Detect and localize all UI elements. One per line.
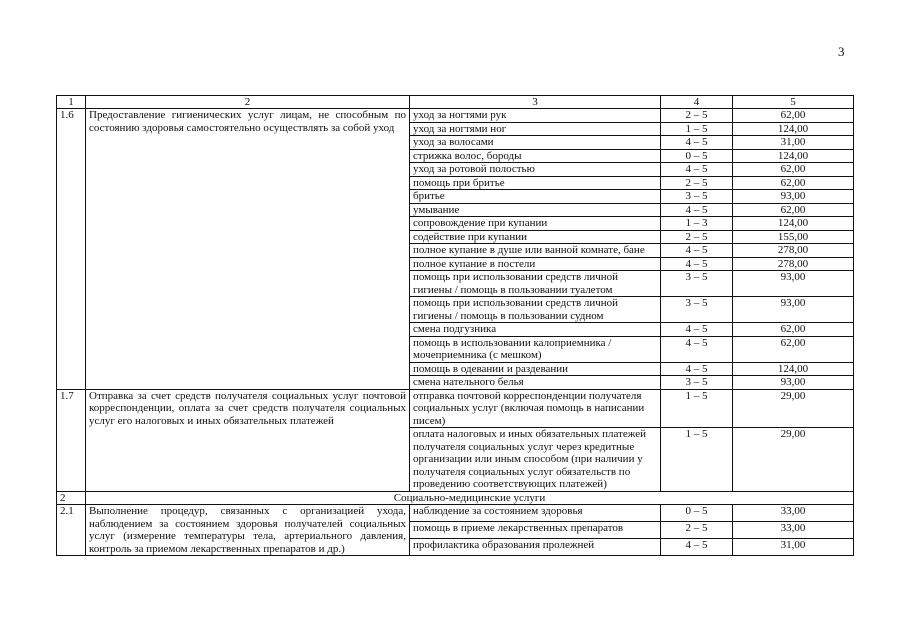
- group-number: 2.1: [57, 505, 86, 556]
- service-range: 3 – 5: [661, 271, 733, 297]
- service-range: 1 – 5: [661, 428, 733, 492]
- service-name: содействие при купании: [410, 230, 661, 244]
- service-range: 2 – 5: [661, 230, 733, 244]
- service-name: помощь при бритье: [410, 176, 661, 190]
- service-range: 1 – 5: [661, 389, 733, 428]
- service-price: 278,00: [733, 257, 854, 271]
- service-name: помощь при использовании средств личной гигиены / помощь в пользовании туалетом: [410, 271, 661, 297]
- section-number: 2: [57, 491, 86, 505]
- group-number: 1.7: [57, 389, 86, 491]
- service-name: помощь в приеме лекарственных препаратов: [410, 522, 661, 539]
- service-price: 33,00: [733, 505, 854, 522]
- service-name: помощь в использовании калоприемника / мочеприемника (с мешком): [410, 336, 661, 362]
- service-name: уход за ногтями рук: [410, 109, 661, 123]
- service-price: 93,00: [733, 271, 854, 297]
- service-price: 29,00: [733, 428, 854, 492]
- service-range: 3 – 5: [661, 297, 733, 323]
- service-range: 4 – 5: [661, 362, 733, 376]
- service-name: бритье: [410, 190, 661, 204]
- service-price: 124,00: [733, 217, 854, 231]
- service-price: 62,00: [733, 163, 854, 177]
- header-row: [57, 96, 854, 109]
- service-range: 0 – 5: [661, 505, 733, 522]
- service-name: отправка почтовой корреспонденции получателя социальных услуг (включая помощь в написании писем): [410, 389, 661, 428]
- service-range: 3 – 5: [661, 376, 733, 390]
- service-range: 2 – 5: [661, 176, 733, 190]
- service-price: 62,00: [733, 109, 854, 123]
- service-price: 62,00: [733, 323, 854, 337]
- service-price: 62,00: [733, 176, 854, 190]
- service-price: 124,00: [733, 149, 854, 163]
- table-row: [57, 389, 854, 428]
- service-range: 2 – 5: [661, 522, 733, 539]
- service-range: 4 – 5: [661, 257, 733, 271]
- service-price: 93,00: [733, 297, 854, 323]
- service-price: 124,00: [733, 122, 854, 136]
- service-name: полное купание в постели: [410, 257, 661, 271]
- service-price: 31,00: [733, 136, 854, 150]
- header-cell: 2: [86, 96, 410, 109]
- table-row: [57, 505, 854, 522]
- service-price: 124,00: [733, 362, 854, 376]
- group-description: Предоставление гигиенических услуг лицам, не способным по состоянию здоровья самостоятельно осуществлять за собой уход: [86, 109, 410, 390]
- service-name: наблюдение за состоянием здоровья: [410, 505, 661, 522]
- header-cell: 4: [661, 96, 733, 109]
- service-price: 278,00: [733, 244, 854, 258]
- service-range: 4 – 5: [661, 163, 733, 177]
- service-range: 4 – 5: [661, 336, 733, 362]
- group-description: Выполнение процедур, связанных с организацией ухода, наблюдением за состоянием здоровья получателей социальных услуг (измерение температуры тела, артериального давления, контроль за приемом лекарственных препаратов и др.): [86, 505, 410, 556]
- group-description: Отправка за счет средств получателя социальных услуг почтовой корреспонденции, оплата за счет средств получателя социальных услуг его налоговых и иных обязательных платежей: [86, 389, 410, 491]
- section-row: [57, 491, 854, 505]
- service-range: 2 – 5: [661, 109, 733, 123]
- header-cell: 3: [410, 96, 661, 109]
- service-name: помощь при использовании средств личной гигиены / помощь в пользовании судном: [410, 297, 661, 323]
- service-range: 1 – 5: [661, 122, 733, 136]
- service-price: 93,00: [733, 376, 854, 390]
- header-cell: 1: [57, 96, 86, 109]
- service-name: уход за волосами: [410, 136, 661, 150]
- service-name: профилактика образования пролежней: [410, 539, 661, 556]
- service-price: 33,00: [733, 522, 854, 539]
- service-range: 3 – 5: [661, 190, 733, 204]
- services-table: [56, 95, 854, 556]
- group-number: 1.6: [57, 109, 86, 390]
- header-cell: 5: [733, 96, 854, 109]
- table-row: [57, 109, 854, 123]
- service-name: уход за ногтями ног: [410, 122, 661, 136]
- service-range: 1 – 3: [661, 217, 733, 231]
- service-name: смена подгузника: [410, 323, 661, 337]
- service-name: стрижка волос, бороды: [410, 149, 661, 163]
- page-number: 3: [838, 44, 845, 59]
- service-name: полное купание в душе или ванной комнате, бане: [410, 244, 661, 258]
- service-price: 62,00: [733, 203, 854, 217]
- service-name: помощь в одевании и раздевании: [410, 362, 661, 376]
- service-range: 4 – 5: [661, 323, 733, 337]
- service-name: оплата налоговых и иных обязательных платежей получателя социальных услуг через кредитные организации или иным способом (при наличии у получателя социальных услуг обязательств по проведению соответствующих платежей): [410, 428, 661, 492]
- service-range: 4 – 5: [661, 244, 733, 258]
- service-price: 62,00: [733, 336, 854, 362]
- service-price: 31,00: [733, 539, 854, 556]
- service-range: 4 – 5: [661, 136, 733, 150]
- service-price: 29,00: [733, 389, 854, 428]
- service-range: 0 – 5: [661, 149, 733, 163]
- service-range: 4 – 5: [661, 203, 733, 217]
- section-title: Социально-медицинские услуги: [86, 491, 854, 505]
- service-name: смена нательного белья: [410, 376, 661, 390]
- service-name: умывание: [410, 203, 661, 217]
- service-price: 155,00: [733, 230, 854, 244]
- service-name: уход за ротовой полостью: [410, 163, 661, 177]
- service-price: 93,00: [733, 190, 854, 204]
- service-range: 4 – 5: [661, 539, 733, 556]
- service-name: сопровождение при купании: [410, 217, 661, 231]
